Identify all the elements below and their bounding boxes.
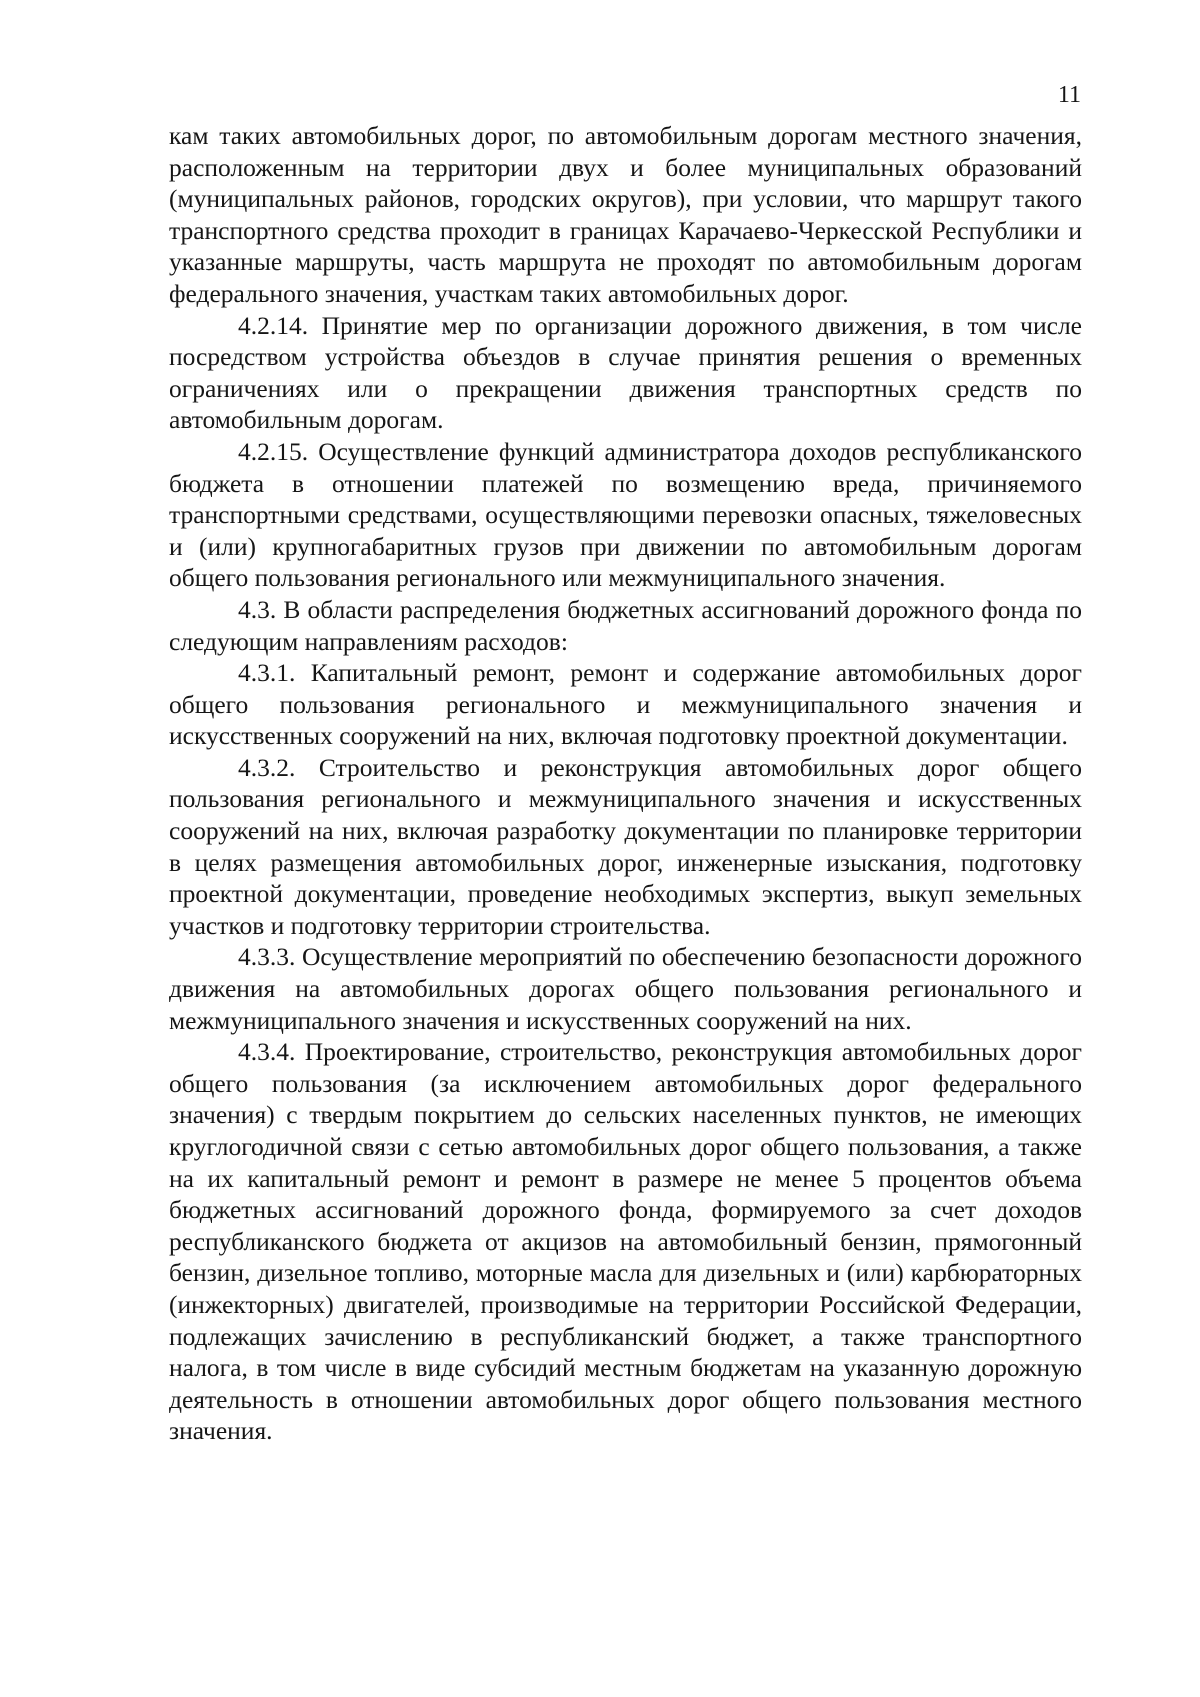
paragraph-4-3-2: 4.3.2. Строительство и реконструкция автомобильных дорог общего пользования регионального и межмуниципального значения и искусственных сооружений на них, включая разработку документации по планировке территории в целях размещения автомобильных дорог, инженерные изыскания, подготовку проектной документации, проведение необходимых экспертиз, выкуп земельных участков и подготовку территории строительства. (169, 752, 1082, 940)
paragraph-4-3-4: 4.3.4. Проектирование, строительство, реконструкция автомобильных дорог общего пользования (за исключением автомобильных дорог федерального значения) с твердым покрытием до сельских населенных пунктов, не имеющих круглогодичной связи с сетью автомобильных дорог общего пользования, а также на их капитальный ремонт и ремонт в размере не менее 5 процентов объема бюджетных ассигнований дорожного фонда, формируемого за счет доходов республиканского бюджета от акцизов на автомобильный бензин, прямогонный бензин, дизельное топливо, моторные масла для дизельных и (или) карбюраторных (инжекторных) двигателей, производимые на территории Российской Федерации, подлежащих зачислению в республиканский бюджет, а также транспортного налога, в том числе в виде субсидий местным бюджетам на указанную дорожную деятельность в отношении автомобильных дорог общего пользования местного значения. (169, 1037, 1082, 1446)
paragraph-4-2-15: 4.2.15. Осуществление функций администратора доходов республиканского бюджета в отношении платежей по возмещению вреда, причиняемого транспортными средствами, осуществляющими перевозки опасных, тяжеловесных и (или) крупногабаритных грузов при движении по автомобильным дорогам общего пользования регионального или межмуниципального значения. (169, 436, 1082, 593)
paragraph-4-3-1: 4.3.1. Капитальный ремонт, ремонт и содержание автомобильных дорог общего пользования регионального и межмуниципального значения и искусственных сооружений на них, включая подготовку проектной документации. (169, 658, 1082, 751)
paragraph-4-2-14: 4.2.14. Принятие мер по организации дорожного движения, в том числе посредством устройства объездов в случае принятия решения о временных ограничениях или о прекращении движения транспортных средств по автомобильным дорогам. (169, 310, 1082, 435)
paragraph-4-3-3: 4.3.3. Осуществление мероприятий по обеспечению безопасности дорожного движения на автомобильных дорогах общего пользования регионального и межмуниципального значения и искусственных сооружений на них. (169, 942, 1082, 1035)
document-body (169, 120, 1082, 1447)
paragraph-4-3: 4.3. В области распределения бюджетных ассигнований дорожного фонда по следующим направлениям расходов: (169, 594, 1082, 656)
paragraph-continuation: кам таких автомобильных дорог, по автомобильным дорогам местного значения, расположенным на территории двух и более муниципальных образований (муниципальных районов, городских округов), при условии, что маршрут такого транспортного средства проходит в границах Карачаево-Черкесской Республики и указанные маршруты, часть маршрута не проходят по автомобильным дорогам федерального значения, участкам таких автомобильных дорог. (169, 121, 1082, 308)
page-number: 11 (1057, 82, 1081, 108)
